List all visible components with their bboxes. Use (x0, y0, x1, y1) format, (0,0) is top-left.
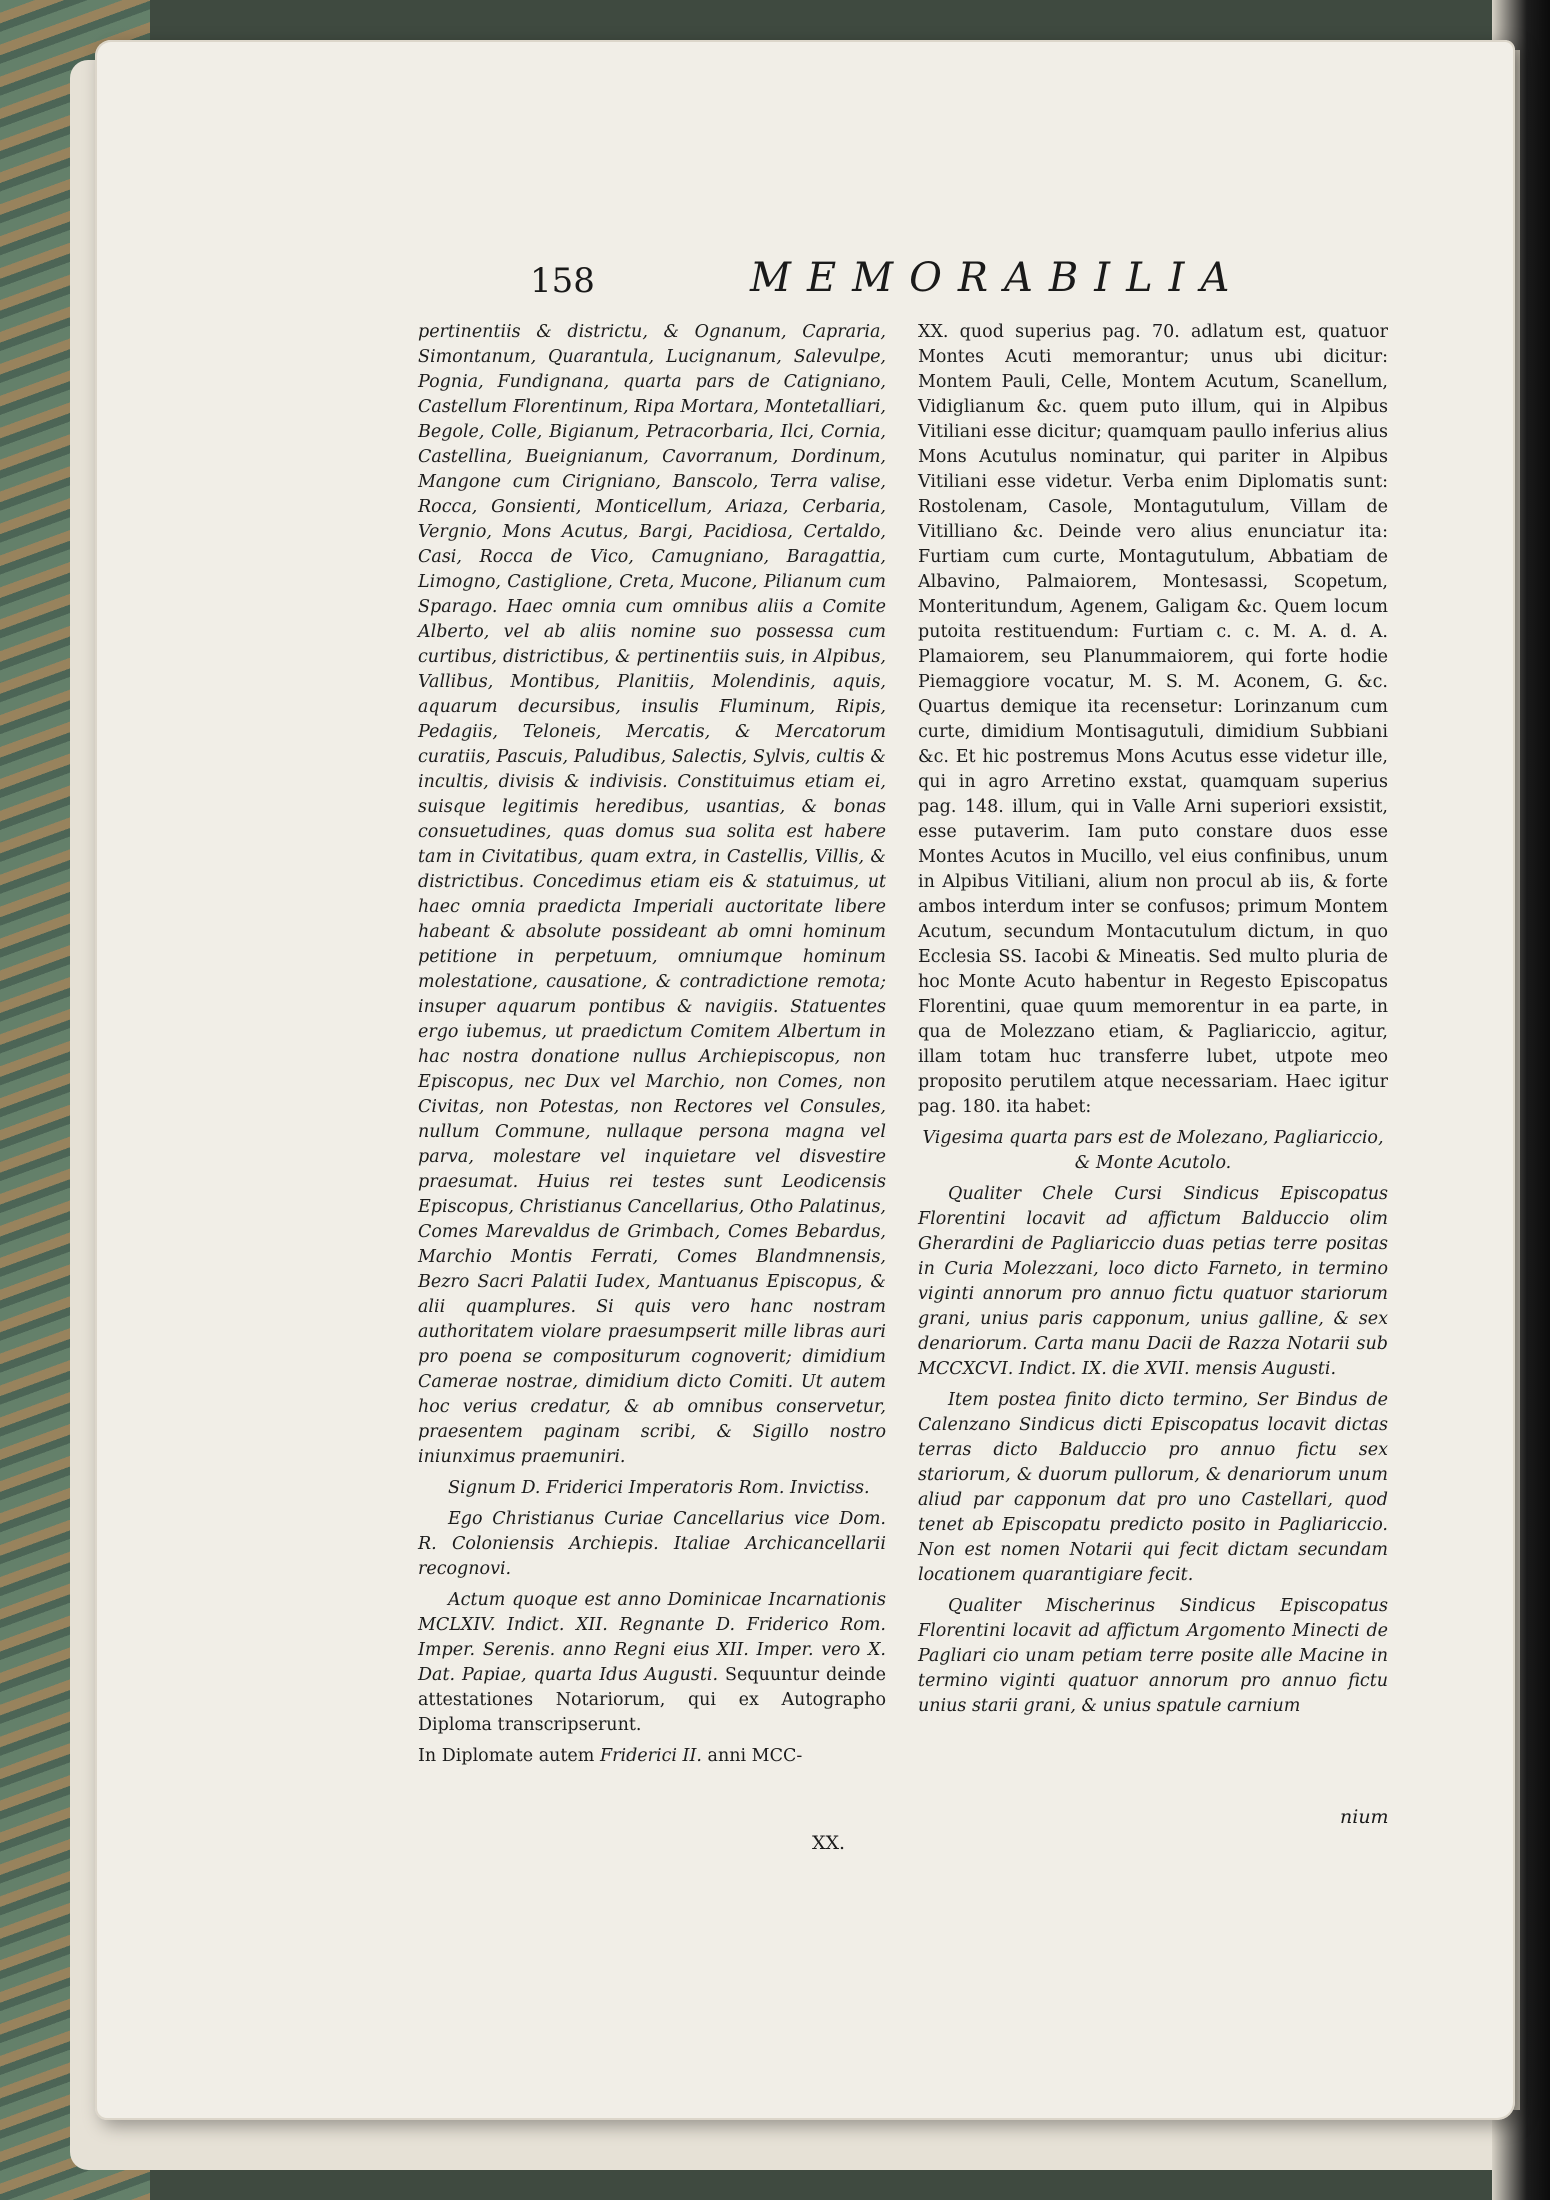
actum-text: Actum quoque est anno Dominicae Incarnationis MCLXIV. Indict. XII. Regnante D. Friderico Rom. Imper. Serenis. anno Regni eius XII. Imper. vero X. Dat. Papiae, quarta Idus Augusti. (418, 1590, 886, 1685)
final-line-part-1: In Diplomate autem (418, 1746, 595, 1766)
left-final-line (418, 1744, 886, 1769)
left-paragraph-main: pertinentiis & districtu, & Ognanum, Capraria, Simontanum, Quarantula, Lucignanum, Salevulpe, Pognia, Fundignana, quarta pars de Catigniano, Castellum Florentinum, Ripa Mortara, Montetalliari, Begole, Colle, Bigianum, Petracorbaria, Ilci, Cornia, Castellina, Bueignianum, Cavorranum, Dordinum, Mangone cum Cirigniano, Banscolo, Terra valise, Rocca, Gonsienti, Monticellum, Ariaza, Cerbaria, Vergnio, Mons Acutus, Bargi, Pacidiosa, Certaldo, Casi, Rocca de Vico, Camugniano, Baragattia, Limogno, Castiglione, Creta, Mucone, Pilianum cum Sparago. Haec omnia cum omnibus aliis a Comite Alberto, vel ab aliis nomine suo possessa cum curtibus, districtibus, & pertinentiis suis, in Alpibus, Vallibus, Montibus, Planitiis, Molendinis, aquis, aquarum decursibus, insulis Fluminum, Ripis, Pedagiis, Teloneis, Mercatis, & Mercatorum curatiis, Pascuis, Paludibus, Salectis, Sylvis, cultis & incultis, divisis & indivisis. Constituimus etiam ei, suisque legitimis heredibus, usantias, & bonas consuetudines, quas domus sua solita est habere tam in Civitatibus, quam extra, in Castellis, Villis, & districtibus. Concedimus etiam eis & statuimus, ut haec omnia praedicta Imperiali auctoritate libere habeant & absolute possideant ab omni hominum petitione in perpetuum, omniumque hominum molestatione, causatione, & contradictione remota; insuper aquarum pontibus & navigiis. Statuentes ergo iubemus, ut praedictum Comitem Albertum in hac nostra donatione nullus Archiepiscopus, non Episcopus, nec Dux vel Marchio, non Comes, non Civitas, non Potestas, non Rectores vel Consules, nullum Commune, nullaque persona magna vel parva, molestare vel inquietare vel disvestire praesumat. Huius rei testes sunt Leodicensis Episcopus, Christianus Cancellarius, Otho Palatinus, Comes Marevaldus de Grimbach, Comes Bebardus, Marchio Montis Ferrati, Comes Blandmnensis, Bezro Sacri Palatii Iudex, Mantuanus Episcopus, & alii quamplures. Si quis vero hanc nostram authoritatem violare praesumpserit mille libras auri pro poena se compositurum cognoverit; dimidium Camerae nostrae, dimidium dicto Comiti. Ut autem hoc verius credatur, & ab omnibus conservetur, praesentem paginam scribi, & Sigillo nostro iniunximus praemuniri. (418, 322, 886, 1467)
left-paragraph-actum (418, 1588, 886, 1738)
left-paragraph-signum: Signum D. Friderici Imperatoris Rom. Invictiss. (448, 1478, 870, 1498)
sequuntur-text: Sequuntur deinde attestationes Notariorum, qui ex Autographo Diploma transcripserunt. (418, 1665, 886, 1735)
final-line-part-2: anni MCC- (707, 1746, 803, 1766)
running-title: MEMORABILIA (750, 255, 1246, 301)
right-entry-2: Item postea finito dicto termino, Ser Bindus de Calenzano Sindicus dicti Episcopatus locavit dictas terras dicto Balduccio pro annuo fictu sex stariorum, & duorum pullorum, & denariorum unum aliud par capponum dat pro uno Castellari, quod tenet ab Episcopatu predicto posito in Pagliariccio. Non est nomen Notarii qui fecit dictam secundam locationem quarantigiare fecit. (918, 1390, 1388, 1585)
page-number: 158 (530, 261, 595, 301)
right-paragraph-intro: XX. quod superius pag. 70. adlatum est, quatuor Montes Acuti memorantur; unus ubi dicitur: Montem Pauli, Celle, Montem Acutum, Scanellum, Vidiglianum &c. quem puto illum, qui in Alpibus Vitiliani esse dicitur; quamquam paullo inferius alius Mons Acutulus nominatur, qui pariter in Alpibus Vitiliani esse videtur. Verba enim Diplomatis sunt: Rostolenam, Casole, Montagutulum, Villam de Vitilliano &c. Deinde vero alius enunciatur ita: Furtiam cum curte, Montagutulum, Abbatiam de Albavino, Palmaiorem, Montesassi, Scopetum, Monteritundum, Agenem, Galigam &c. Quem locum putoita restituendum: Furtiam c. c. M. A. d. A. Plamaiorem, seu Planummaiorem, qui forte hodie Piemaggiore vocatur, M. S. M. Aconem, G. &c. Quartus demique ita recensetur: Lorinzanum cum curte, dimidium Montisagutuli, dimidium Subbiani &c. Et hic postremus Mons Acutus esse videtur ille, qui in agro Arretino exstat, quamquam superius pag. 148. illum, qui in Valle Arni superiori exsistit, esse putaverim. Iam puto constare duos esse Montes Acutos in Mucillo, vel eius confinibus, unum in Alpibus Vitiliani, alium non procul ab iis, & forte ambos interdum inter se confusos; primum Montem Acutum, secundum Montacutulum dictum, in quo Ecclesia SS. Iacobi & Mineatis. Sed multo pluria de hoc Monte Acuto habentur in Regesto Episcopatus Florentini, quae quum memorentur in ea parte, in qua de Molezzano etiam, & Pagliariccio, agitur, illam totam huc transferre lubet, utpote meo proposito perutilem atque necessariam. Haec igitur pag. 180. ita habet: (918, 322, 1388, 1117)
final-line-italic: Friderici II. (599, 1746, 702, 1766)
right-section-heading: Vigesima quarta pars est de Molezano, Pagliariccio, & Monte Acutolo. (922, 1128, 1384, 1173)
left-column (418, 320, 886, 1830)
catchword-left: XX. (812, 1832, 846, 1854)
left-paragraph-cancellarius: Ego Christianus Curiae Cancellarius vice Dom. R. Coloniensis Archiepis. Italiae Archicancellarii recognovi. (418, 1509, 886, 1579)
page-header (530, 255, 1246, 315)
right-column (918, 320, 1388, 1800)
right-entry-3: Qualiter Mischerinus Sindicus Episcopatus Florentini locavit ad affictum Argomento Minecti de Pagliari cio unam petiam terre posite alle Macine in termino viginti quatuor annorum pro annuo fictu unius starii grani, & unius spatule carnium (918, 1596, 1388, 1716)
right-entry-1: Qualiter Chele Cursi Sindicus Episcopatus Florentini locavit ad affictum Balduccio olim Gherardini de Pagliariccio duas petias terre positas in Curia Molezzani, loco dicto Farneto, in termino viginti annorum pro annuo fictu quatuor stariorum grani, unius paris capponum, unius galline, & sex denariorum. Carta manu Dacii de Razza Notarii sub MCCXCVI. Indict. IX. die XVII. mensis Augusti. (918, 1184, 1388, 1379)
catchword-right: nium (1340, 1806, 1389, 1828)
